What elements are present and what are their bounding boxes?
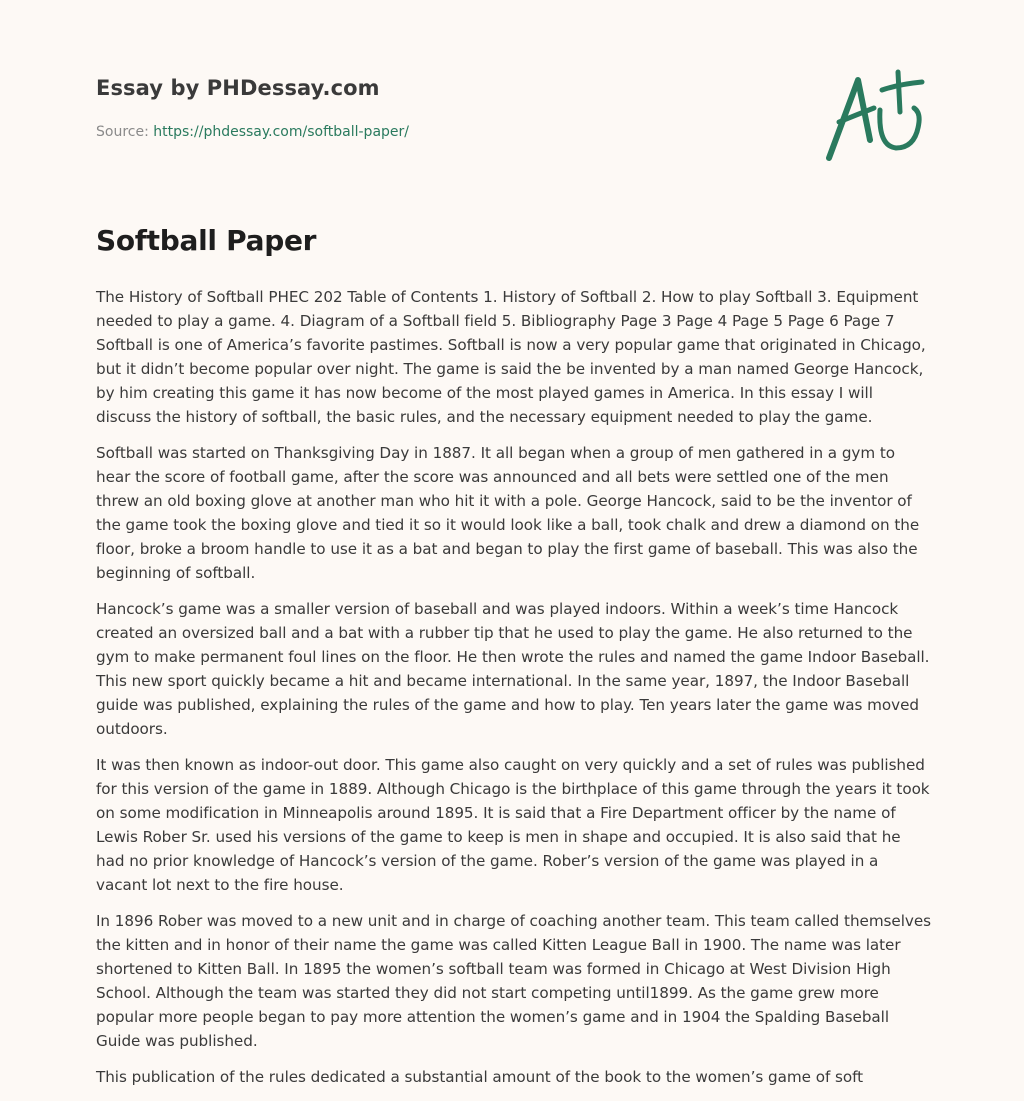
site-title: Essay by PHDessay.com [96,76,380,100]
essay-body [96,285,932,1101]
a-plus-logo-icon [824,68,928,164]
essay-paragraph: It was then known as indoor-out door. This game also caught on very quickly and a set of rules was published for this version of the game in 1889. Although Chicago is the birthplace of this game through the years it took on some modification in Minneapolis around 1895. It is said that a Fire Department officer by the name of Lewis Rober Sr. used his versions of the game to keep is men in shape and occupied. It is also said that he had no prior knowledge of Hancock’s version of the game. Rober’s version of the game was played in a vacant lot next to the fire house. [96,756,930,894]
essay-paragraph: This publication of the rules dedicated a substantial amount of the book to the women’s game of soft [96,1068,864,1086]
page-header [96,76,928,140]
essay-paragraph: In 1896 Rober was moved to a new unit and in charge of coaching another team. This team called themselves the kitten and in honor of their name the game was called Kitten League Ball in 1900. The name was later shortened to Kitten Ball. In 1895 the women’s softball team was formed in Chicago at West Division High School. Although the team was started they did not start competing until1899. As the game grew more popular more people began to pay more attention the women’s game and in 1904 the Spalding Baseball Guide was published. [96,912,931,1050]
source-link[interactable]: https://phdessay.com/softball-paper/ [153,124,409,140]
essay-paragraph: Softball was started on Thanksgiving Day in 1887. It all began when a group of men gathered in a gym to hear the score of football game, after the score was announced and all bets were settled one of the men threw an old boxing glove at another man who hit it with a pole. George Hancock, said to be the inventor of the game took the boxing glove and tied it so it would look like a ball, took chalk and drew a diamond on the floor, broke a broom handle to use it as a bat and began to play the first game of baseball. This was also the beginning of softball. [96,444,920,582]
source-line [96,124,409,140]
essay-paragraph: Hancock’s game was a smaller version of baseball and was played indoors. Within a week’s time Hancock created an oversized ball and a bat with a rubber tip that he used to play the game. He also returned to the gym to make permanent foul lines on the floor. He then wrote the rules and named the game Indoor Baseball. This new sport quickly became a hit and became international. In the same year, 1897, the Indoor Baseball guide was published, explaining the rules of the game and how to play. Ten years later the game was moved outdoors. [96,600,930,738]
source-label: Source: [96,124,149,140]
essay-paragraph: The History of Softball PHEC 202 Table of Contents 1. History of Softball 2. How to play Softball 3. Equipment needed to play a game. 4. Diagram of a Softball field 5. Bibliography Page 3 Page 4 Page 5 Page 6 Page 7 Softball is one of America’s favorite pastimes. Softball is now a very popular game that originated in Chicago, but it didn’t become popular over night. The game is said the be invented by a man named George Hancock, by him creating this game it has now become of the most played games in America. In this essay I will discuss the history of softball, the basic rules, and the necessary equipment needed to play the game. [96,288,926,426]
essay-title: Softball Paper [96,224,317,257]
